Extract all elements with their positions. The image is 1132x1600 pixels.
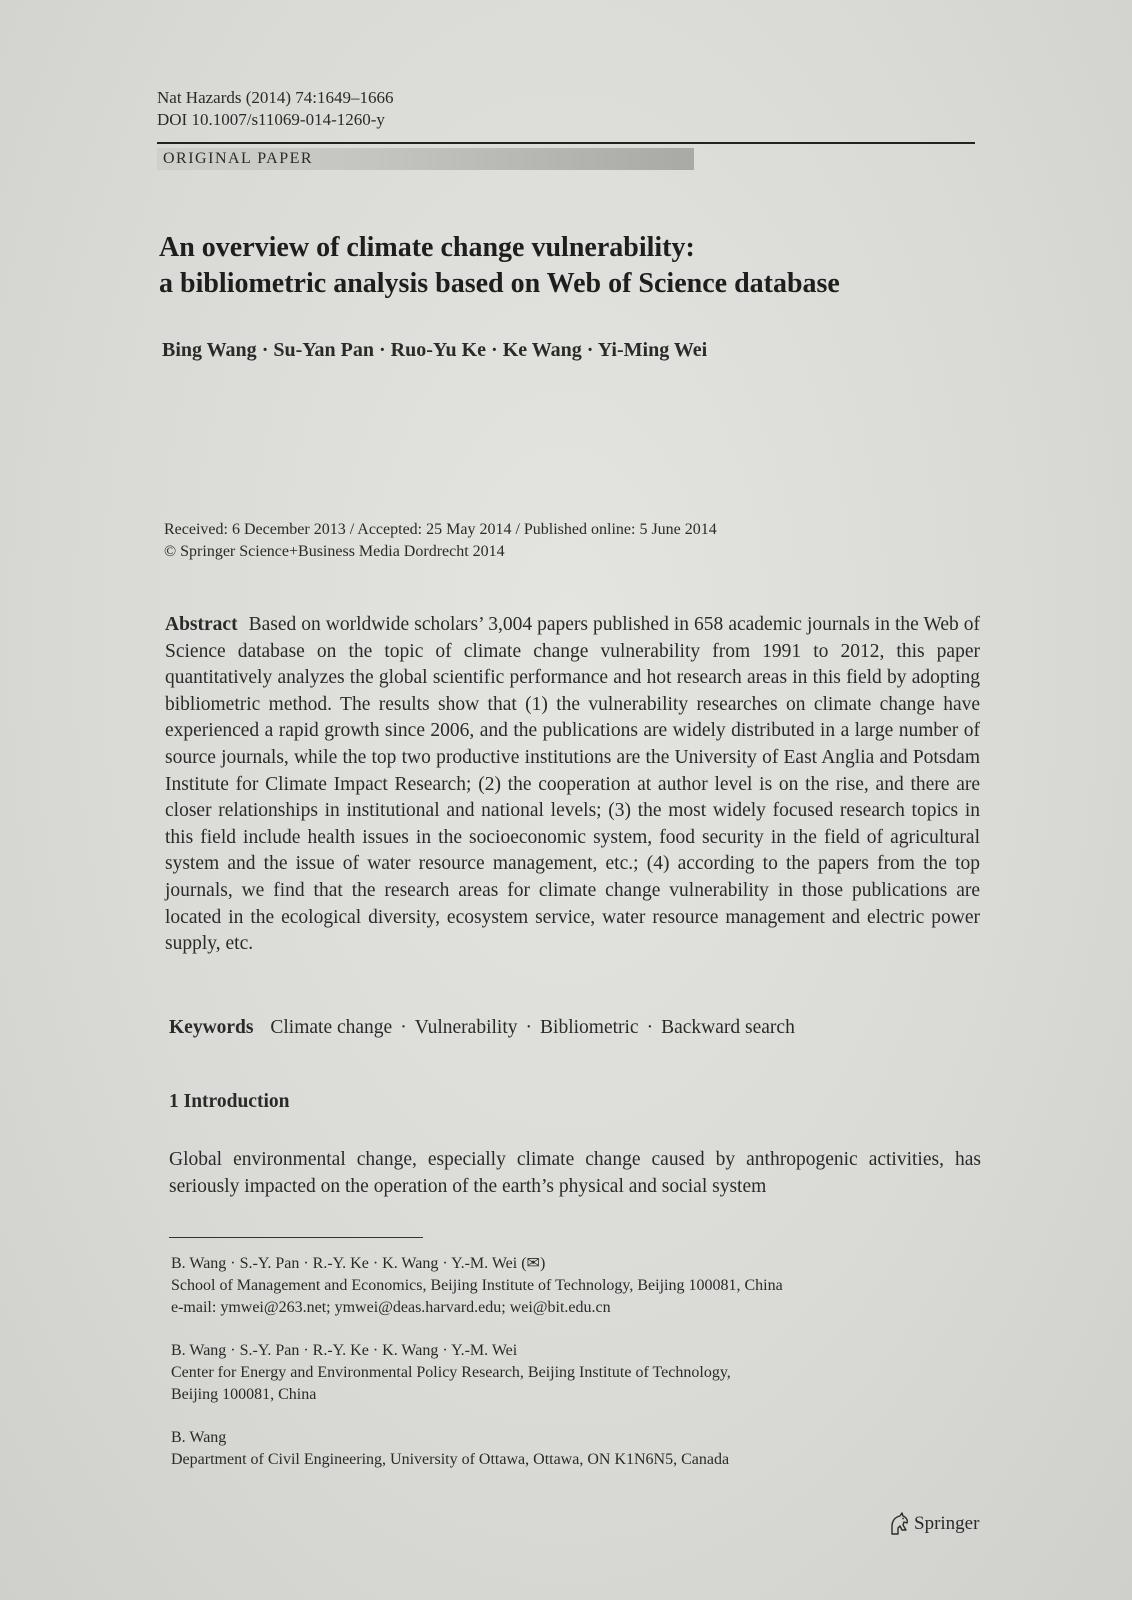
introduction-text: Global environmental change, especially climate change caused by anthropogenic activities, has seriously impacted on the operation of the earth’s physical and social system <box>169 1149 981 1197</box>
keywords <box>169 1016 795 1040</box>
author-list <box>162 337 707 363</box>
affiliation-names: B. Wang <box>171 1429 227 1446</box>
author-name: Ruo-Yu Ke <box>390 339 487 361</box>
author-separator: · <box>261 339 274 361</box>
author-separator: · <box>491 339 503 361</box>
author-separator: · <box>586 339 598 361</box>
affiliation-address: Department of Civil Engineering, University of Ottawa, Ottawa, ON K1N6N5, Canada <box>171 1451 730 1468</box>
author-name: Ke Wang <box>502 339 582 361</box>
copyright-line: © Springer Science+Business Media Dordrecht 2014 <box>164 543 505 560</box>
footnote-rule <box>169 1237 423 1238</box>
publisher-logo <box>888 1512 979 1536</box>
header-rule <box>157 142 975 144</box>
author-name: Yi-Ming Wei <box>597 339 708 361</box>
affiliation-email: e-mail: ymwei@263.net; ymwei@deas.harvard.edu; wei@bit.edu.cn <box>171 1299 611 1316</box>
affiliation-names: B. Wang · S.-Y. Pan · R.-Y. Ke · K. Wang · Y.-M. Wei <box>171 1342 518 1359</box>
author-name: Su-Yan Pan <box>273 339 374 361</box>
author-name: Bing Wang <box>162 339 257 361</box>
history-line: Received: 6 December 2013 / Accepted: 25 May 2014 / Published online: 5 June 2014 <box>164 521 717 538</box>
affiliation-2 <box>171 1340 731 1406</box>
affiliation-address: Beijing 100081, China <box>171 1386 317 1403</box>
abstract-heading: Abstract <box>165 614 238 635</box>
introduction-heading: 1 Introduction <box>169 1091 290 1112</box>
keyword: Climate change <box>270 1017 393 1038</box>
keywords-heading: Keywords <box>169 1017 254 1038</box>
publisher-name: Springer <box>914 1513 980 1534</box>
title-line-2: a bibliometric analysis based on Web of Science database <box>159 268 840 299</box>
abstract <box>165 612 980 958</box>
affiliation-1 <box>171 1253 783 1319</box>
affiliation-address: Center for Energy and Environmental Policy Research, Beijing Institute of Technology, <box>171 1364 731 1381</box>
affiliation-address: School of Management and Economics, Beijing Institute of Technology, Beijing 100081, China <box>171 1277 783 1294</box>
section-label: ORIGINAL PAPER <box>163 150 314 167</box>
abstract-text: Based on worldwide scholars’ 3,004 papers published in 658 academic journals in the Web of Science database on the topic of climate change vulnerability from 1991 to 2012, this paper quantitatively analyzes the global scientific performance and hot research areas in this field by adopting bibliometric method. The results show that (1) the vulnerability researches on climate change have experienced a rapid growth since 2006, and the publications are widely distributed in a large number of source journals, while the top two productive institutions are the University of East Anglia and Potsdam Institute for Climate Impact Research; (2) the cooperation at author level is on the rise, and there are closer relationships in institutional and national levels; (3) the most widely focused research topics in this field include health issues in the socioeconomic system, food security in the field of agricultural system and the issue of water resource management, etc.; (4) according to the papers from the top journals, we find that the research areas for climate change vulnerability in those publications are located in the ecological diversity, ecosystem service, water resource management and electric power supply, etc. <box>165 614 981 955</box>
keyword-separator: · <box>525 1017 533 1038</box>
keyword: Bibliometric <box>540 1017 639 1038</box>
keyword-separator: · <box>400 1017 407 1038</box>
affiliation-names: B. Wang · S.-Y. Pan · R.-Y. Ke · K. Wang · Y.-M. Wei (✉) <box>171 1255 546 1272</box>
journal-citation <box>157 87 394 131</box>
paper-title <box>159 230 840 302</box>
citation-line: Nat Hazards (2014) 74:1649–1666 <box>157 88 394 107</box>
affiliation-3 <box>171 1427 729 1471</box>
publication-dates <box>164 519 717 563</box>
keyword: Vulnerability <box>414 1017 518 1038</box>
doi-line: DOI 10.1007/s11069-014-1260-y <box>157 110 385 129</box>
springer-horse-icon <box>888 1512 910 1536</box>
keyword: Backward search <box>661 1017 795 1038</box>
title-line-1: An overview of climate change vulnerability: <box>159 232 695 263</box>
author-separator: · <box>378 339 391 361</box>
keyword-separator: · <box>646 1017 654 1038</box>
